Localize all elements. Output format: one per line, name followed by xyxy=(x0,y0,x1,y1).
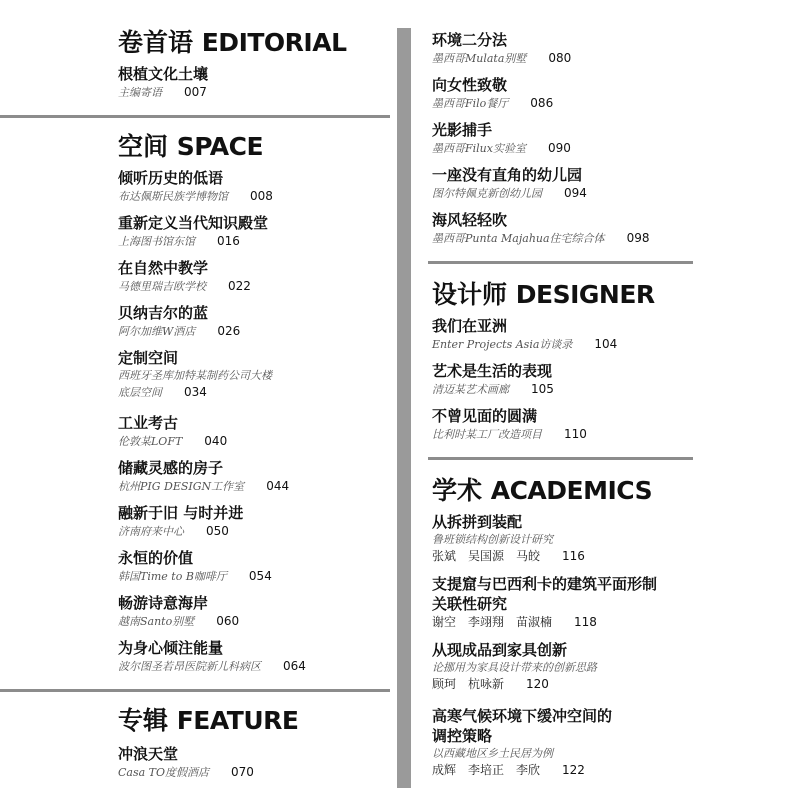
section-zh: 设计师 xyxy=(432,280,508,309)
entry-subtitle: 杭州PIG DESIGN工作室 xyxy=(118,480,245,493)
entry-title: 融新于旧 与时并进 xyxy=(118,504,244,522)
section-rule xyxy=(0,115,390,118)
entry-authors: 顾珂 杭咏新 xyxy=(432,677,505,691)
entry-subtitle: 西班牙圣库加特某制药公司大楼 xyxy=(118,369,272,382)
column-divider xyxy=(397,28,411,788)
toc-entry[interactable] xyxy=(432,165,587,202)
page-number: 044 xyxy=(266,479,290,493)
entry-subtitle: 波尔图圣若昂医院新儿科病区 xyxy=(118,660,261,673)
toc-entry[interactable] xyxy=(118,548,272,585)
entry-subtitle: 论挪用为家具设计带来的创新思路 xyxy=(432,661,597,674)
toc-entry[interactable] xyxy=(118,638,306,675)
toc-entry[interactable] xyxy=(118,503,243,540)
page-number: 094 xyxy=(564,186,587,200)
entry-subtitle-line2: 底层空间 xyxy=(118,386,162,399)
section-zh: 卷首语 xyxy=(118,28,194,57)
entry-title: 冲浪天堂 xyxy=(118,745,179,763)
entry-title: 环境二分法 xyxy=(432,31,508,49)
entry-title: 畅游诗意海岸 xyxy=(118,594,209,612)
entry-subtitle: 比利时某工厂改造项目 xyxy=(432,428,542,441)
entry-subtitle: 阿尔加维W酒店 xyxy=(118,325,196,338)
entry-title: 倾听历史的低语 xyxy=(118,169,224,187)
section-en: FEATURE xyxy=(176,706,299,735)
section-en: SPACE xyxy=(176,132,264,161)
page-number: 034 xyxy=(184,385,207,399)
section-en: EDITORIAL xyxy=(201,28,347,57)
page-number: 116 xyxy=(562,549,585,563)
section-zh: 专辑 xyxy=(118,706,169,735)
toc-entry[interactable] xyxy=(432,512,585,564)
entry-subtitle: 上海图书馆东馆 xyxy=(118,235,195,248)
toc-entry[interactable] xyxy=(432,706,612,778)
entry-title: 支提窟与巴西利卡的建筑平面形制 xyxy=(432,575,658,593)
entry-title-line2: 调控策略 xyxy=(432,727,493,745)
entry-authors: 谢空 李翊翔 苗淑楠 xyxy=(432,615,553,629)
toc-entry[interactable] xyxy=(118,168,273,205)
toc-entry[interactable] xyxy=(432,361,554,398)
section-rule xyxy=(428,261,693,264)
page-number: 105 xyxy=(531,382,554,396)
section-heading-designer xyxy=(432,280,655,310)
page-number: 022 xyxy=(228,279,251,293)
toc-entry[interactable] xyxy=(432,210,649,247)
entry-authors: 成辉 李培正 李欣 xyxy=(432,763,541,777)
entry-subtitle: 马德里瑞吉欧学校 xyxy=(118,280,206,293)
entry-title: 艺术是生活的表现 xyxy=(432,362,553,380)
page-number: 064 xyxy=(283,659,306,673)
page-number: 118 xyxy=(574,615,597,629)
page-number: 086 xyxy=(530,96,554,110)
entry-subtitle: 墨西哥Filux实验室 xyxy=(432,142,526,155)
entry-title: 不曾见面的圆满 xyxy=(432,407,538,425)
entry-title: 从现成品到家具创新 xyxy=(432,641,568,659)
section-rule xyxy=(0,689,390,692)
entry-title: 工业考古 xyxy=(118,414,179,432)
toc-entry[interactable] xyxy=(118,458,289,495)
toc-entry[interactable] xyxy=(118,64,208,101)
toc-entry[interactable] xyxy=(118,593,239,630)
page-number: 098 xyxy=(626,231,650,245)
entry-title: 一座没有直角的幼儿园 xyxy=(432,166,583,184)
page-number: 060 xyxy=(216,614,240,628)
entry-title: 根植文化土壤 xyxy=(118,65,209,83)
page-number: 008 xyxy=(250,189,273,203)
page-number: 050 xyxy=(206,524,229,538)
section-heading-feature xyxy=(118,706,298,736)
toc-entry[interactable] xyxy=(432,406,587,443)
section-en: DESIGNER xyxy=(515,280,655,309)
toc-entry[interactable] xyxy=(432,316,617,353)
section-heading-editorial xyxy=(118,28,347,58)
page-number: 090 xyxy=(547,141,571,155)
entry-subtitle: 以西藏地区乡土民居为例 xyxy=(432,747,553,760)
page-number: 122 xyxy=(562,763,585,777)
section-zh: 空间 xyxy=(118,132,169,161)
entry-subtitle: 鲁班锁结构创新设计研究 xyxy=(432,533,553,546)
entry-title: 光影捕手 xyxy=(432,121,493,139)
section-zh: 学术 xyxy=(432,476,483,505)
toc-entry[interactable] xyxy=(118,213,268,250)
page-number: 080 xyxy=(548,51,572,65)
entry-subtitle: 伦敦某LOFT xyxy=(118,435,183,448)
page-number: 110 xyxy=(564,427,587,441)
entry-title: 高寒气候环境下缓冲空间的 xyxy=(432,707,613,725)
page-number: 016 xyxy=(217,234,240,248)
page-number: 120 xyxy=(526,677,549,691)
entry-subtitle: Casa TO度假酒店 xyxy=(118,766,210,779)
toc-entry[interactable] xyxy=(118,413,227,450)
entry-subtitle: 墨西哥Mulata别墅 xyxy=(432,52,527,65)
entry-title: 定制空间 xyxy=(118,349,179,367)
page-number: 007 xyxy=(184,85,207,99)
page-number: 070 xyxy=(231,765,254,779)
section-en: ACADEMICS xyxy=(490,476,653,505)
toc-entry[interactable] xyxy=(432,75,553,112)
section-heading-academics xyxy=(432,476,652,506)
entry-title: 储藏灵感的房子 xyxy=(118,459,224,477)
toc-entry[interactable] xyxy=(432,120,571,157)
section-rule xyxy=(428,457,693,460)
page-number: 026 xyxy=(217,324,241,338)
entry-subtitle: 布达佩斯民族学博物馆 xyxy=(118,190,228,203)
entry-title: 在自然中教学 xyxy=(118,259,209,277)
toc-entry[interactable] xyxy=(118,744,254,781)
entry-title-line2: 关联性研究 xyxy=(432,595,508,613)
page-number: 104 xyxy=(594,337,618,351)
toc-entry[interactable] xyxy=(432,30,571,67)
toc-entry[interactable] xyxy=(432,574,657,630)
entry-subtitle: 墨西哥Filo餐厅 xyxy=(432,97,509,110)
toc-entry[interactable] xyxy=(118,258,251,295)
entry-subtitle: Enter Projects Asia访谈录 xyxy=(432,338,573,351)
entry-title: 为身心倾注能量 xyxy=(118,639,224,657)
entry-subtitle: 清迈某艺术画廊 xyxy=(432,383,509,396)
entry-title: 重新定义当代知识殿堂 xyxy=(118,214,269,232)
entry-title: 海风轻轻吹 xyxy=(432,211,508,229)
section-heading-space xyxy=(118,132,263,162)
entry-title: 向女性致敬 xyxy=(432,76,508,94)
page-number: 054 xyxy=(248,569,272,583)
toc-entry[interactable] xyxy=(118,348,272,401)
toc-entry[interactable] xyxy=(118,303,240,340)
entry-title: 永恒的价值 xyxy=(118,549,194,567)
entry-title: 从拆拼到装配 xyxy=(432,513,523,531)
toc-entry[interactable] xyxy=(432,640,597,692)
entry-subtitle: 主编寄语 xyxy=(118,86,162,99)
entry-subtitle: 墨西哥Punta Majahua住宅综合体 xyxy=(432,232,605,245)
entry-subtitle: 济南府来中心 xyxy=(118,525,184,538)
entry-subtitle: 越南Santo别墅 xyxy=(118,615,195,628)
entry-authors: 张斌 吴国源 马皎 xyxy=(432,549,541,563)
page-number: 040 xyxy=(204,434,228,448)
entry-subtitle: 韩国Time to B咖啡厅 xyxy=(118,570,227,583)
entry-subtitle: 图尔特佩克新创幼儿园 xyxy=(432,187,542,200)
entry-title: 我们在亚洲 xyxy=(432,317,508,335)
entry-title: 贝纳吉尔的蓝 xyxy=(118,304,209,322)
